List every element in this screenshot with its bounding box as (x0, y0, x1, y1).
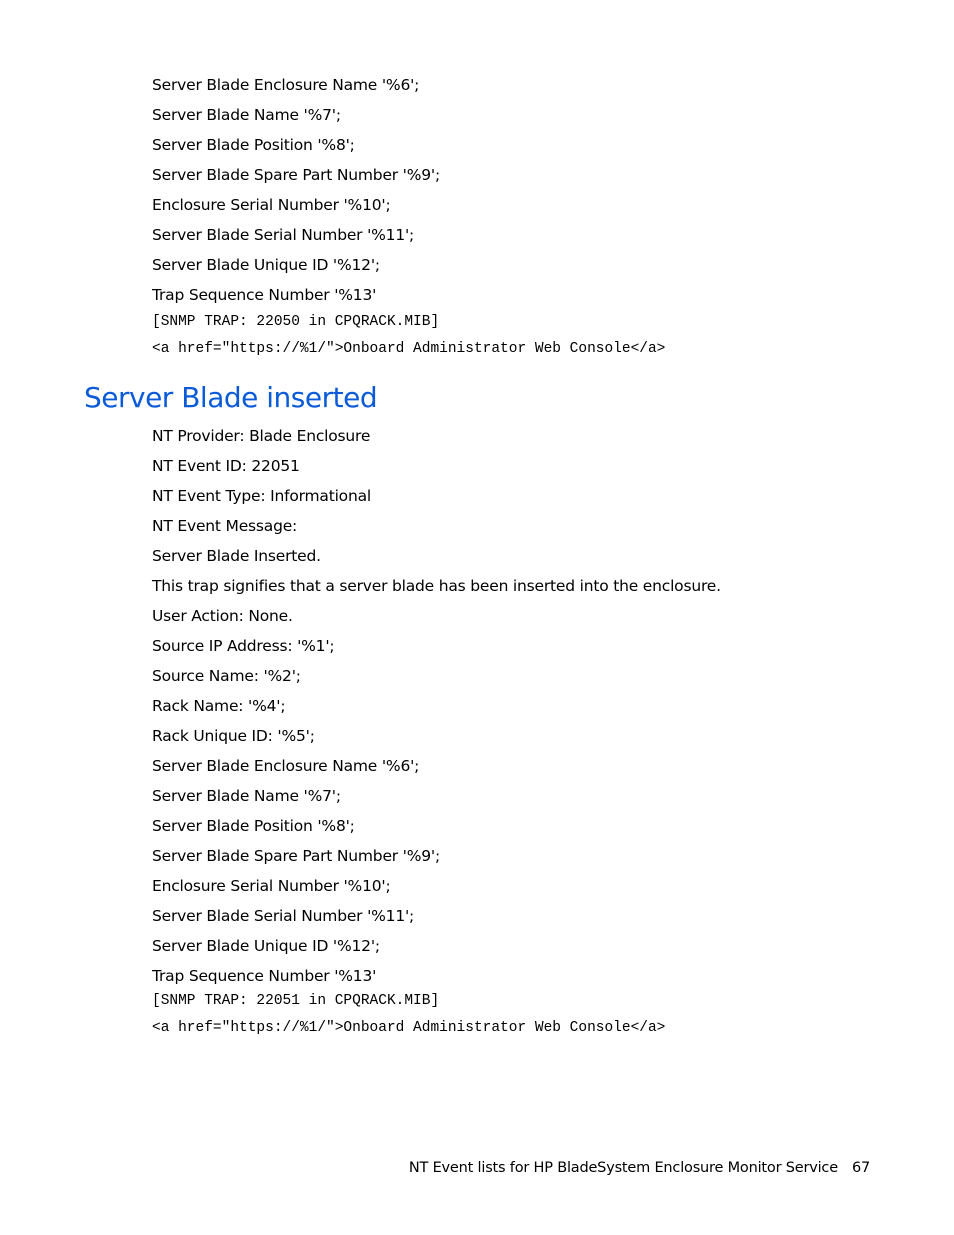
text-line: Server Blade Name '%7'; (152, 787, 341, 805)
text-line: Server Blade Enclosure Name '%6'; (152, 76, 420, 94)
code-line: <a href="https://%1/">Onboard Administrator Web Console</a> (152, 1020, 666, 1036)
text-line: Server Blade Unique ID '%12'; (152, 937, 380, 955)
section-body-text (152, 421, 912, 991)
text-line: Server Blade Position '%8'; (152, 136, 355, 154)
text-line: Server Blade Unique ID '%12'; (152, 256, 380, 274)
text-line: Server Blade Position '%8'; (152, 817, 355, 835)
text-line: NT Provider: Blade Enclosure (152, 427, 371, 445)
text-line: NT Event Message: (152, 517, 298, 535)
text-line: Source Name: '%2'; (152, 667, 301, 685)
text-line: Server Blade Name '%7'; (152, 106, 341, 124)
text-line: Server Blade Serial Number '%11'; (152, 226, 415, 244)
text-line: User Action: None. (152, 607, 293, 625)
text-line: Server Blade Enclosure Name '%6'; (152, 757, 420, 775)
text-line: NT Event ID: 22051 (152, 457, 300, 475)
section-body-code (152, 988, 912, 1042)
page-number: 67 (851, 1160, 870, 1176)
section-title: Server Blade inserted (84, 381, 378, 414)
text-line: Enclosure Serial Number '%10'; (152, 196, 391, 214)
code-line: <a href="https://%1/">Onboard Administrator Web Console</a> (152, 341, 666, 357)
text-line: Server Blade Serial Number '%11'; (152, 907, 415, 925)
text-line: Server Blade Spare Part Number '%9'; (152, 847, 441, 865)
text-line: Trap Sequence Number '%13' (152, 967, 377, 985)
text-line: This trap signifies that a server blade has been inserted into the enclosure. (152, 577, 721, 595)
footer-text: NT Event lists for HP BladeSystem Enclosure Monitor Service (408, 1160, 838, 1176)
text-line: Rack Name: '%4'; (152, 697, 286, 715)
text-line: Rack Unique ID: '%5'; (152, 727, 315, 745)
text-line: Source IP Address: '%1'; (152, 637, 335, 655)
top-section-code (152, 309, 912, 363)
text-line: Enclosure Serial Number '%10'; (152, 877, 391, 895)
code-line: [SNMP TRAP: 22050 in CPQRACK.MIB] (152, 314, 440, 330)
text-line: Server Blade Inserted. (152, 547, 321, 565)
top-section-text (152, 70, 912, 310)
page-footer (409, 1156, 870, 1180)
text-line: Trap Sequence Number '%13' (152, 286, 377, 304)
text-line: NT Event Type: Informational (152, 487, 371, 505)
code-line: [SNMP TRAP: 22051 in CPQRACK.MIB] (152, 993, 440, 1009)
text-line: Server Blade Spare Part Number '%9'; (152, 166, 441, 184)
